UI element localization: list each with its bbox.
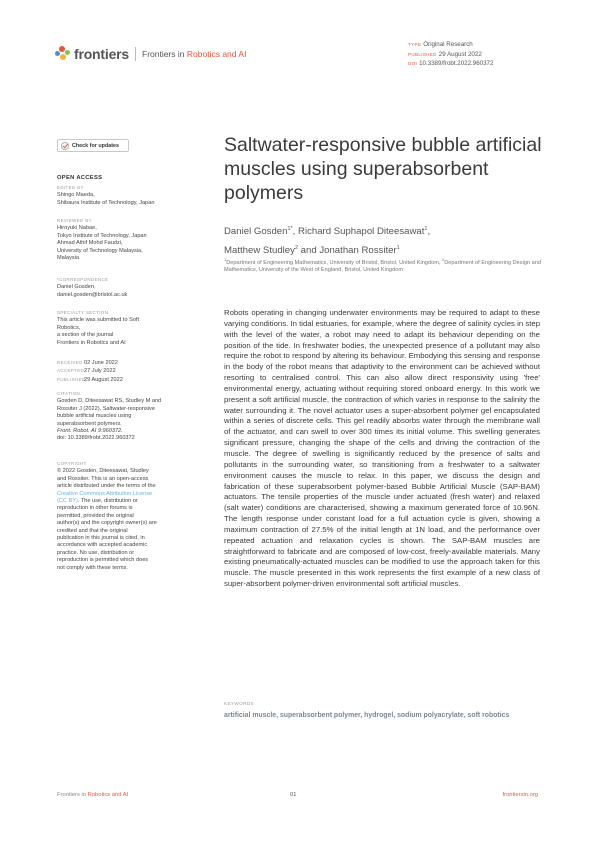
footer-journal [57,792,128,798]
dates-section [57,359,187,384]
affiliation-mark: 2 [442,257,445,262]
accepted-label: ACCEPTED [57,368,85,374]
author-affiliation-mark: 2 [294,245,298,252]
footer-site-link[interactable]: frontiersin.org [502,792,538,798]
citation-text: Gosden D, Diteesawat RS, Studley M and Rossiter J (2022), Saltwater-responsive bubble artificial muscles using superabsorbent polymers. [57,398,162,427]
journal-prefix: Frontiers in [142,49,185,59]
author-name[interactable]: Matthew Studley [224,245,295,257]
article-title: Saltwater-responsive bubble artificial muscles using superabsorbent polymers [224,134,542,204]
author-affiliation-mark: 1 [424,226,428,232]
meta-type-value: Original Research [423,41,473,48]
author-separator: , [427,226,431,238]
journal-logo[interactable] [55,46,246,62]
author-name[interactable]: Daniel Gosden [224,226,288,238]
copyright-text [57,468,187,572]
meta-published-label: PUBLISHED [408,51,437,57]
check-updates-icon [61,142,69,150]
received-value: 02 June 2022 [84,360,118,366]
article-meta [408,40,538,69]
correspondence-label: *CORRESPONDENCE [57,277,109,282]
meta-published-value: 29 August 2022 [438,50,482,58]
author-affiliation-mark: 1* [287,226,293,232]
footer-journal-accent: Robotics and AI [87,792,129,798]
abstract: Robots operating in changing underwater environments may be required to adapt to these varying conditions. In tidal estuaries, for example, where the degree of salinity cycles in step with the level of the water, a robot may need to adapt its behaviour depending on the position of the tide. In freshwater bodies, the unexpected presence of a pollutant may also require the robot to respond by altering its behaviour. Embodying this sensing and response in the body of the robot means that adaptivity to the environment can be achieved without resorting to centralised control. This can also allow direct responsivity using 'free' environmental energy, actuating without requiring stored onboard energy. In this work we present a soft artificial muscle, the contraction of which varies in response to the salinity the water surrounding it. The novel actuator uses a super-absorbent polymer gel encapsulated within a series of discrete cells. This gel readily absorbs water through the membrane wall of the actuator, and can swell to over 300 times its initial volume. This swelling generates significant pressure, changing the shape of the cells and driving the contraction of the muscle. The degree of swelling is significantly reduced by the presence of salts and pollutants in the surrounding water, so transitioning from a freshwater to a saltwater environment causes the muscle to relax. In this paper, we discuss the design and fabrication of these superabsorbent polymer-based Bubble Artificial Muscle (SAP-BAM) actuators. The tensile properties of the muscle under actuated (fresh water) and relaxed (salt water) conditions are characterised, showing a maximum generated force of 10.96N. The length response under constant load for a full actuation cycle is given, showing a maximum contraction of 27.5% of the initial length at 1N load, and the performance over repeated actuation and relaxation cycles is shown. The SAP-BAM muscles are straightforward to fabricate and are composed of low-cost, freely-available materials. Many existing pneumatically-actuated muscles can be modified to use the approach taken for this muscle. The muscle presented in this work represents the first example of a new class of super-absorbent polymer-driven environmental soft artificial muscles. [224,308,540,589]
open-access-label: OPEN ACCESS [57,175,103,181]
affiliations [224,256,542,275]
reviewed-by-label: REVIEWED BY [57,218,92,223]
published-value: 29 August 2022 [84,376,123,383]
affiliation-2: Department of Engineering Design and Mathematics, University of the West of England, Bristol, United Kingdom [224,259,541,274]
author-separator: , [292,226,299,238]
accepted-value: 27 July 2022 [84,368,116,375]
author-separator: and [298,245,320,257]
affiliation-mark: 1 [224,257,227,262]
journal-name [142,49,246,59]
edited-by-text: Shingo Maeda, Shibaura Institute of Technology, Japan [57,192,155,206]
copyright-text-end: . The use, distribution or reproduction in other forums is permitted, provided the original author(s) and the copyright owner(s) are credited and that the original publication in this journal is cited, in accordance with accepted academic practice. No use, distribution or reproduction is permitted which does not comply with these terms. [57,498,157,571]
specialty-section [57,309,187,347]
received-label: RECEIVED [57,360,83,365]
citation-label: CITATION [57,391,81,396]
affiliation-1: Department of Engineering Mathematics, University of Bristol, Bristol, United Kingdom, [226,259,442,266]
footer-journal-prefix: Frontiers in [57,792,86,798]
author-list [224,221,544,259]
meta-doi-value[interactable]: 10.3389/frobt.2022.960372 [419,60,494,67]
meta-doi-label: DOI [408,61,418,66]
brand-name: frontiers [74,46,129,62]
edited-by-label: EDITED BY [57,185,84,190]
edited-by-section [57,184,187,207]
citation-doi[interactable]: doi: 10.3389/frobt.2022.960372 [57,435,135,442]
check-for-updates-button[interactable] [57,139,129,152]
reviewed-by-text: Hiroyuki Nabae, Tokyo Institute of Technology, Japan Ahmad Athif Mohd Faudzi, University of Technology Malaysia, Malaysia [57,225,147,262]
published-label: PUBLISHED [57,376,86,382]
journal-accent: Robotics and AI [186,49,247,59]
keywords: artificial muscle, superabsorbent polymer, hydrogel, sodium polyacrylate, soft robotics [224,712,510,719]
author-affiliation-mark: 1 [396,245,400,252]
author-name[interactable]: Jonathan Rossiter [319,245,397,257]
keywords-label: KEYWORDS [224,701,254,706]
citation-journal: Front. Robot. AI 9:960372. [57,428,123,435]
meta-type-label: TYPE [408,42,422,47]
correspondence-section [57,276,187,299]
author-name[interactable]: Richard Suphapol Diteesawat [298,226,425,238]
license-link[interactable]: Creative Commons Attribution License (CC BY) [57,490,153,505]
reviewed-by-section [57,217,187,262]
copyright-section [57,460,187,572]
specialty-text: This article was submitted to Soft Robotics, a section of the journal Frontiers in Robotics and AI [57,317,140,346]
check-for-updates-label: Check for updates [72,142,120,149]
copyright-label: COPYRIGHT [57,461,87,466]
correspondence-text[interactable]: Daniel Gosden, daniel.gosden@bristol.ac.uk [57,284,128,298]
copyright-text-start: © 2022 Gosden, Diteesawat, Studley and Rossiter. This is an open-access article distributed under the terms of the [57,468,156,490]
specialty-label: SPECIALTY SECTION [57,310,109,315]
citation-section [57,390,187,443]
logo-divider [135,47,136,61]
page-number: 01 [290,792,297,798]
frontiers-logo-icon [55,46,71,62]
